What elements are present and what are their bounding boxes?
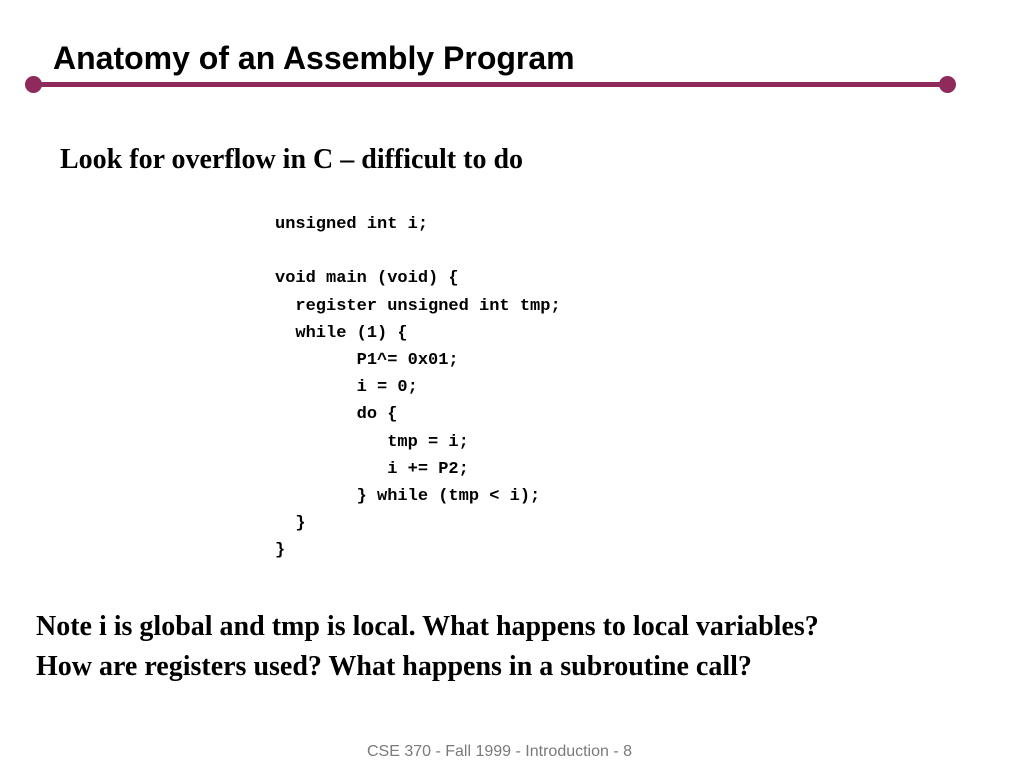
code-line bbox=[275, 238, 561, 265]
note-text bbox=[36, 607, 819, 687]
slide-title: Anatomy of an Assembly Program bbox=[53, 40, 575, 76]
code-line: } bbox=[275, 541, 286, 561]
underline-right-dot-icon bbox=[939, 76, 956, 93]
note-line: How are registers used? What happens in a subroutine call? bbox=[36, 651, 752, 682]
underline-bar bbox=[34, 82, 948, 87]
note-line: Note i is global and tmp is local. What happens to local variables? bbox=[36, 611, 819, 642]
code-line: while (1) { bbox=[275, 323, 408, 343]
code-line: register unsigned int tmp; bbox=[275, 296, 561, 316]
code-line: } while (tmp < i); bbox=[275, 486, 541, 506]
code-line: i += P2; bbox=[275, 459, 469, 479]
code-line: } bbox=[275, 514, 306, 534]
code-line: unsigned int i; bbox=[275, 215, 429, 234]
slide-footer: CSE 370 - Fall 1999 - Introduction - 8 bbox=[367, 743, 633, 760]
code-line: do { bbox=[275, 405, 398, 425]
title-underline bbox=[34, 82, 948, 87]
slide-subtitle: Look for overflow in C – difficult to do bbox=[60, 144, 524, 175]
code-line: P1^= 0x01; bbox=[275, 350, 459, 370]
underline-left-dot-icon bbox=[25, 76, 42, 93]
code-block bbox=[275, 211, 561, 564]
code-line: void main (void) { bbox=[275, 269, 459, 289]
code-line: i = 0; bbox=[275, 378, 418, 398]
code-line: tmp = i; bbox=[275, 432, 469, 452]
